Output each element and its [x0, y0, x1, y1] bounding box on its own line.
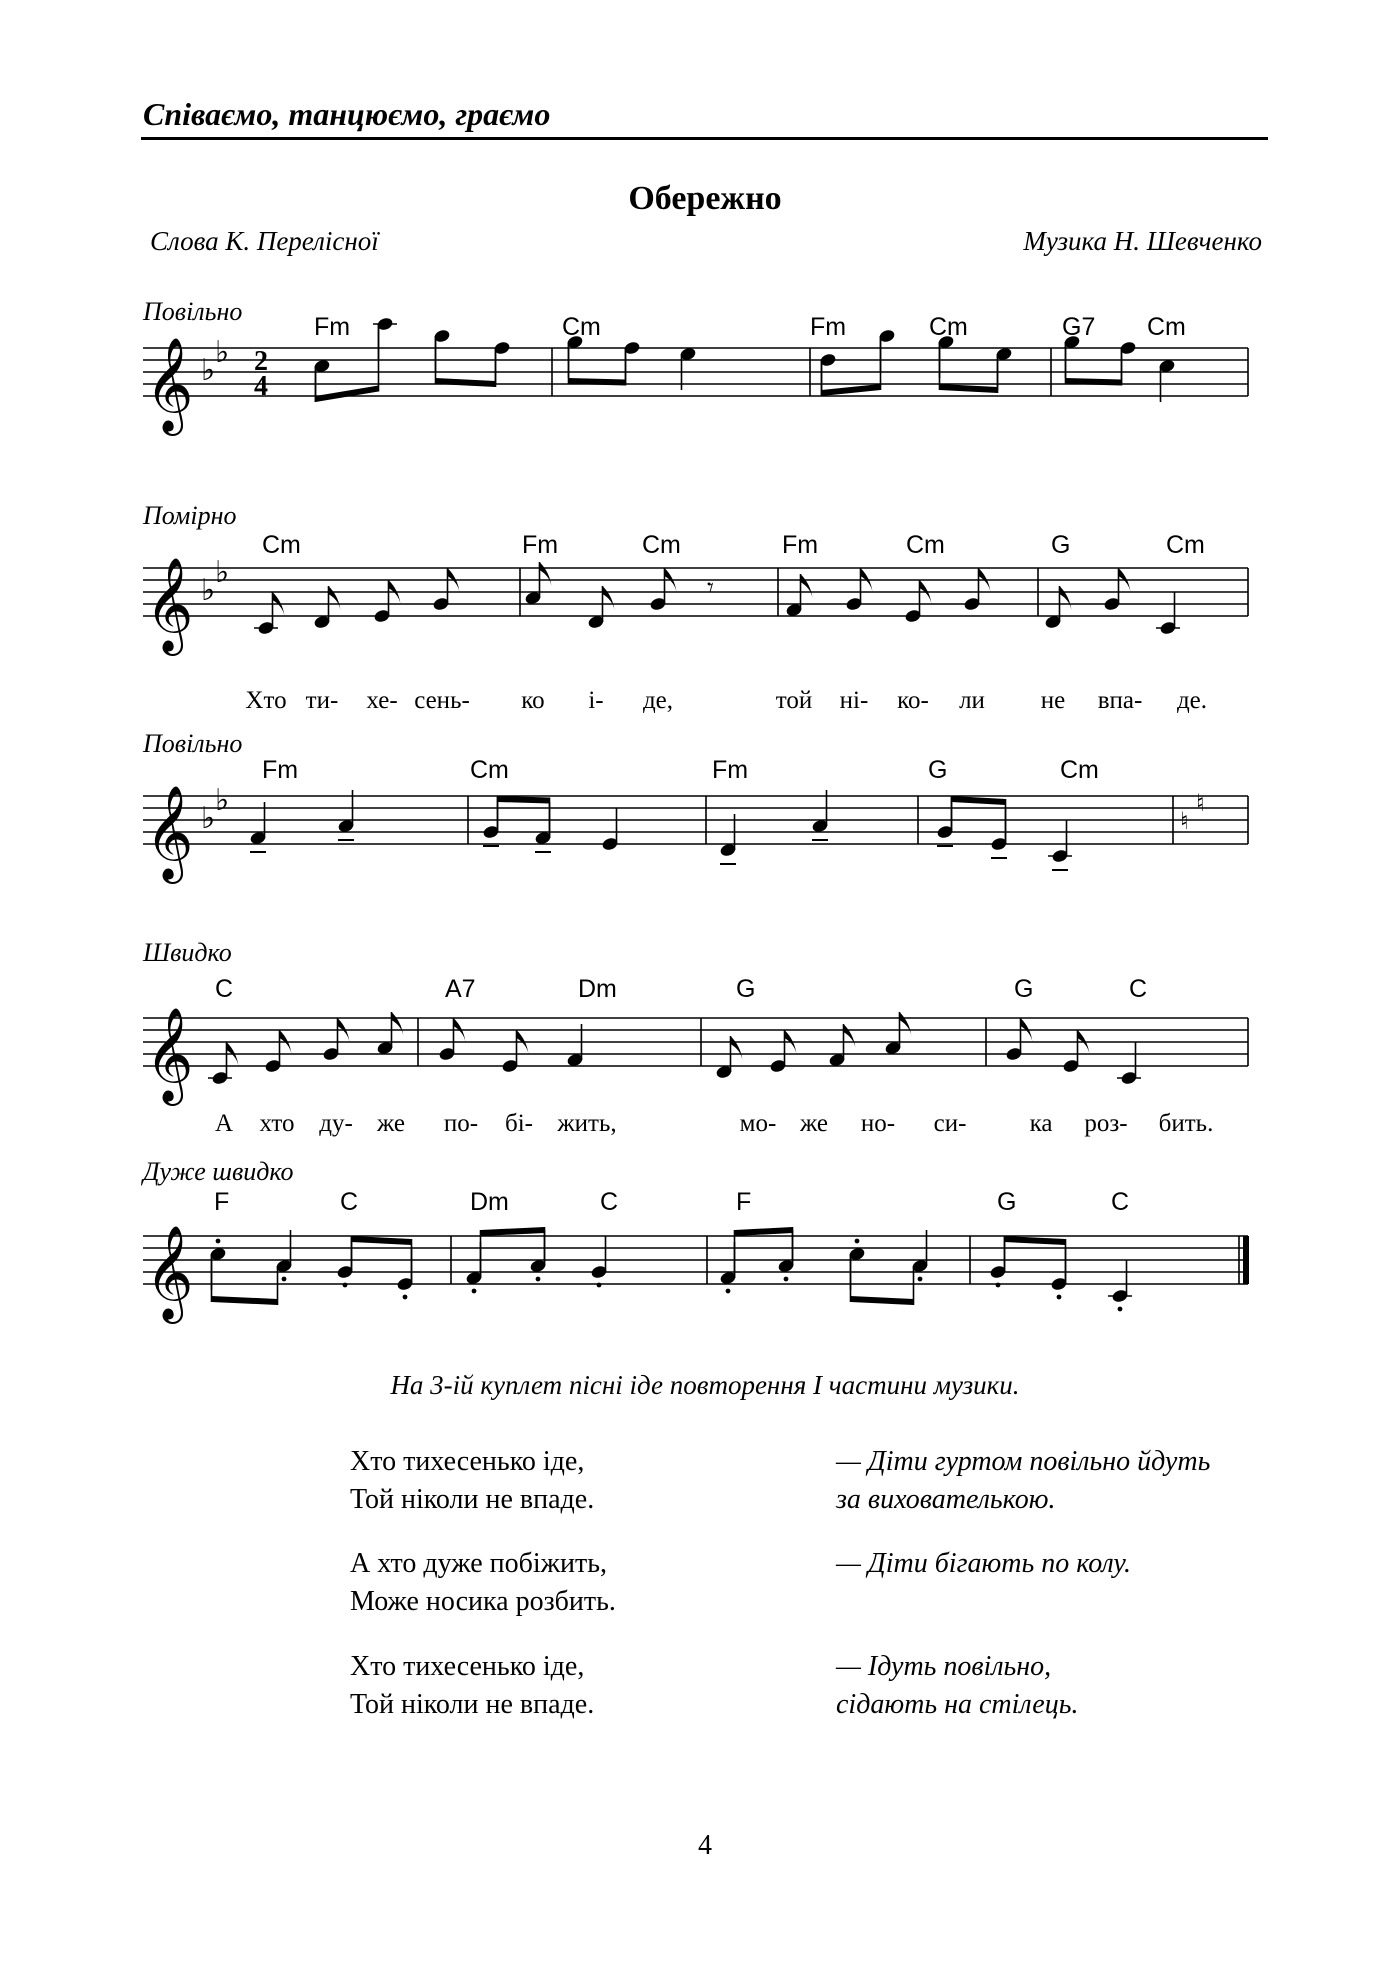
chord-symbol: Cm [1060, 756, 1099, 784]
verse-line: Той ніколи не впаде. [350, 1689, 595, 1720]
note-flag [900, 1012, 912, 1036]
lyric-syllable: ли [959, 687, 985, 714]
lyric-syllable: А [214, 1110, 234, 1137]
staccato-dot [282, 1277, 287, 1282]
note-beam [1005, 1236, 1066, 1245]
note-beam [952, 796, 1006, 805]
note-flag [844, 1024, 856, 1048]
lyric-syllable: бі- [505, 1110, 533, 1137]
note-flag [731, 1036, 743, 1060]
lyric-syllable: Хто [245, 687, 287, 714]
staccato-dot [855, 1239, 860, 1244]
tempo-marking: Повільно [143, 297, 243, 326]
action-line: сідають на стілець. [836, 1689, 1079, 1720]
lyric-syllable: ко [521, 687, 545, 714]
flat-sign-icon: ♭ [201, 573, 216, 608]
chord-symbol: A7 [445, 975, 476, 1003]
staccato-dot [216, 1239, 221, 1244]
chord-symbol: Cm [1166, 531, 1205, 559]
staccato-dot [472, 1289, 477, 1294]
verse-3-lines [350, 1648, 594, 1724]
flat-sign-icon: ♭ [215, 783, 230, 818]
lyric-syllable: не [1040, 687, 1066, 714]
note-beam [352, 1236, 412, 1245]
lyric-syllable: же [799, 1110, 829, 1137]
lyric-syllable: хе- [366, 687, 398, 714]
chord-symbol: Dm [470, 1188, 509, 1216]
chord-symbol: Cm [906, 531, 945, 559]
chord-symbol: C [600, 1188, 619, 1216]
verse-3-action [836, 1648, 1078, 1724]
verse-line: Хто тихесенько іде, [350, 1651, 585, 1682]
chord-symbol: G7 [1062, 313, 1096, 341]
verse-2-action [836, 1545, 1131, 1583]
action-line: за вихователькою. [836, 1484, 1056, 1515]
action-line: — Діти гуртом повільно йдуть [836, 1446, 1211, 1477]
staccato-dot [1118, 1307, 1123, 1312]
chord-symbol: C [215, 975, 234, 1003]
staccato-dot [536, 1277, 541, 1282]
treble-clef-icon: 𝄞 [145, 1225, 194, 1320]
chord-symbol: Fm [522, 531, 559, 559]
lyric-syllable: впа- [1097, 687, 1143, 714]
staccato-dot [996, 1283, 1001, 1288]
running-header: Співаємо, танцюємо, граємо [143, 96, 551, 132]
staccato-dot [1057, 1295, 1062, 1300]
chord-symbol: G [928, 756, 948, 784]
staccato-dot [343, 1283, 348, 1288]
note-flag [540, 562, 552, 586]
treble-clef-icon: 𝄞 [145, 1007, 194, 1102]
staccato-dot [726, 1289, 731, 1294]
lyric-syllable: роз- [1084, 1110, 1128, 1137]
chord-symbol: Fm [782, 531, 819, 559]
lyric-syllable: де. [1176, 687, 1208, 714]
verse-line: Може носика розбить. [350, 1586, 616, 1617]
composer-credit: Музика Н. Шевченко [1023, 226, 1262, 256]
tempo-marking: Дуже швидко [143, 1157, 294, 1186]
lyric-syllable: же [376, 1110, 406, 1137]
chord-symbol: F [214, 1188, 230, 1216]
lyric-syllable: но- [860, 1110, 896, 1137]
page-number: 4 [698, 1830, 712, 1861]
chord-symbol: Fm [314, 313, 351, 341]
treble-clef-icon: 𝄞 [145, 557, 194, 652]
natural-sign-icon: ♮ [1196, 789, 1205, 817]
tempo-marking: Швидко [143, 938, 232, 967]
chord-symbol: G [1014, 975, 1034, 1003]
lyric-syllable: бить. [1158, 1110, 1214, 1137]
lyric-syllable: ка [1029, 1110, 1053, 1137]
song-title: Обережно [628, 180, 782, 217]
lyric-syllable: сень- [414, 687, 470, 714]
chord-symbol: Cm [642, 531, 681, 559]
chord-symbol: G [736, 975, 756, 1003]
note-flag [801, 574, 813, 598]
flat-sign-icon: ♭ [215, 335, 230, 370]
note-flag [392, 1012, 404, 1036]
chord-symbol: Fm [810, 313, 847, 341]
flat-sign-icon: ♭ [215, 555, 230, 590]
note-beam [481, 1227, 545, 1236]
staccato-dot [784, 1277, 789, 1282]
note-beam [822, 384, 881, 396]
note-beam [940, 384, 998, 393]
lyric-syllable: си- [933, 1110, 967, 1137]
treble-clef-icon: 𝄞 [145, 337, 194, 432]
lyric-syllable: той [775, 687, 813, 714]
tempo-marking: Повільно [143, 729, 243, 758]
lyric-syllable: жить, [557, 1110, 617, 1137]
natural-sign-icon: ♮ [1180, 807, 1189, 835]
chord-symbol: Fm [262, 756, 299, 784]
lyric-syllable: ні- [839, 687, 869, 714]
treble-clef-icon: 𝄞 [145, 785, 194, 880]
verse-line: А хто дуже побіжить, [350, 1548, 608, 1579]
time-signature-top: 2 [254, 346, 268, 377]
time-signature-bottom: 4 [254, 371, 268, 402]
chord-symbol: G [997, 1188, 1017, 1216]
lyric-syllable: ко- [897, 687, 929, 714]
lyric-syllable: хто [259, 1110, 295, 1137]
lyric-syllable: по- [443, 1110, 479, 1137]
verse-line: Хто тихесенько іде, [350, 1446, 585, 1477]
staccato-dot [597, 1283, 602, 1288]
flat-sign-icon: ♭ [201, 353, 216, 388]
chord-symbol: G [1051, 531, 1071, 559]
flat-sign-icon: ♭ [201, 801, 216, 836]
chord-symbol: Cm [1147, 313, 1186, 341]
chord-symbol: Cm [470, 756, 509, 784]
note-beam [498, 796, 550, 804]
note-beam [436, 378, 496, 387]
chord-symbol: F [736, 1188, 752, 1216]
staccato-dot [918, 1277, 923, 1282]
lyric-syllable: і- [588, 687, 604, 714]
verse-1-lines [350, 1443, 594, 1519]
note-flag [329, 586, 341, 610]
tempo-marking: Помірно [143, 501, 237, 530]
note-beam [735, 1227, 793, 1236]
action-line: — Діти бігають по колу. [836, 1548, 1132, 1579]
note-beam [316, 386, 379, 403]
chord-symbol: Dm [578, 975, 617, 1003]
chord-symbol: Cm [929, 313, 968, 341]
lyricist-credit: Слова К. Перелісної [150, 226, 379, 256]
chord-symbol: C [340, 1188, 359, 1216]
lyric-syllable: де, [642, 687, 674, 714]
verse-1-action [836, 1443, 1210, 1519]
note-flag [1060, 586, 1072, 610]
staccato-dot [403, 1295, 408, 1300]
chord-symbol: C [1129, 975, 1148, 1003]
lyric-syllable: ду- [319, 1110, 353, 1137]
eighth-rest-icon: 𝄾 [707, 573, 714, 603]
lyric-syllable: ти- [305, 687, 339, 714]
chord-symbol: Fm [712, 756, 749, 784]
verse-2-lines [350, 1545, 616, 1621]
note-beam [212, 1296, 278, 1305]
note-flag [603, 586, 615, 610]
lyric-syllable: мо- [739, 1110, 777, 1137]
verse-line: Той ніколи не впаде. [350, 1484, 595, 1515]
repeat-footnote: На 3-ій куплет пісні іде повторення I частини музики. [390, 1370, 1020, 1400]
action-line: — Ідуть повільно, [836, 1651, 1052, 1682]
final-barline-thick [1243, 1236, 1249, 1284]
chord-symbol: Cm [262, 531, 301, 559]
chord-symbol: Cm [562, 313, 601, 341]
note-beam [851, 1296, 914, 1305]
chord-symbol: C [1111, 1188, 1130, 1216]
